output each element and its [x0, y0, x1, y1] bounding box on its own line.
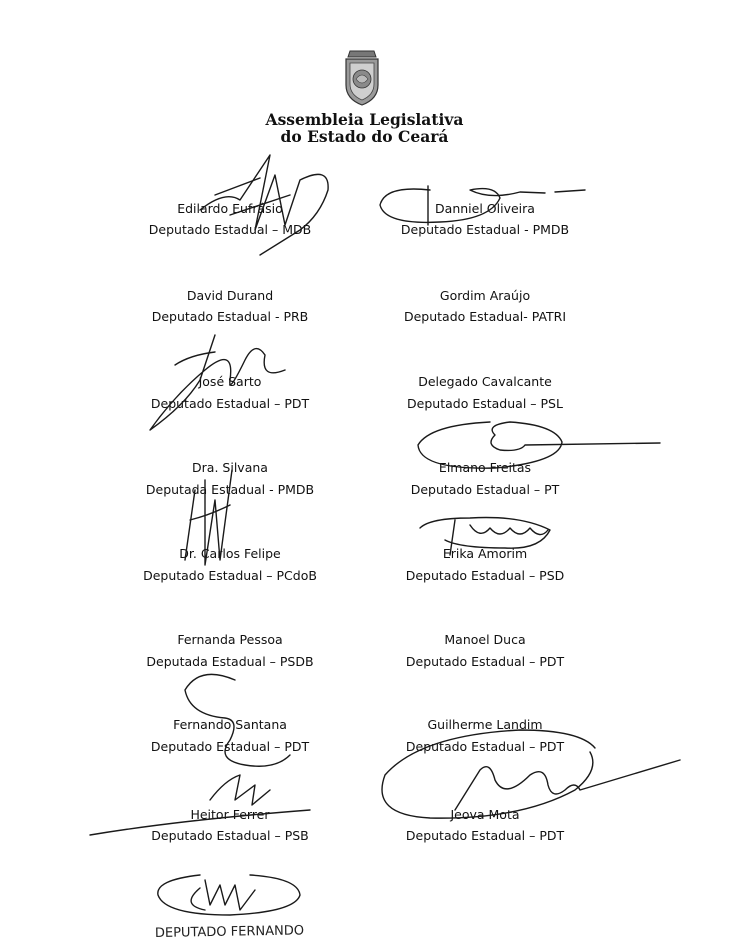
signatory-role: Deputada Estadual - PMDB: [145, 482, 315, 497]
institution-title: Assembleia Legislativa: [265, 110, 464, 129]
signatory-name: Fernanda Pessoa: [177, 632, 283, 647]
signatory-role: Deputado Estadual - PRB: [151, 309, 309, 324]
signatory-role: Deputada Estadual – PSDB: [146, 654, 314, 669]
signatory-role: Deputado Estadual – PDT: [150, 396, 310, 411]
signatory-name: Guilherme Landim: [427, 717, 543, 732]
signatory-role: Deputado Estadual – PT: [410, 482, 560, 497]
signatory-name: Erika Amorim: [442, 546, 528, 561]
signatory-role: Deputado Estadual – PSD: [405, 568, 565, 583]
signatory-name: Elmano Freitas: [438, 460, 532, 475]
signatory-name: David Durand: [186, 288, 274, 303]
signatory-name: Fernando Santana: [173, 717, 287, 732]
signatory-name: Dr. Carlos Felipe: [179, 546, 281, 561]
signature-deputado-fernando: [158, 875, 300, 915]
signatory-name: Manoel Duca: [444, 632, 526, 647]
signatory-role: Deputado Estadual – PSB: [151, 828, 309, 843]
signatory-role: Deputado Estadual – MDB: [148, 222, 312, 237]
signature-heitor: [90, 775, 310, 835]
signatory-role: Deputado Estadual – PCdoB: [143, 568, 317, 583]
signatory-name: Heitor Ferrer: [190, 807, 270, 822]
institution-subtitle: do Estado do Ceará: [280, 127, 449, 146]
assembly-seal-emblem: [342, 47, 382, 107]
signatory-role: Deputado Estadual- PATRI: [403, 309, 567, 324]
signatory-name: Edilardo Eufrásio: [177, 201, 283, 216]
signatory-name: Dra. Silvana: [192, 460, 268, 475]
signatory-name: Gordim Araújo: [439, 288, 531, 303]
signatory-role: Deputado Estadual – PSL: [407, 396, 563, 411]
handwritten-note: DEPUTADO FERNANDO: [154, 923, 305, 941]
signatory-role: Deputado Estadual – PDT: [405, 739, 565, 754]
signatory-role: Deputado Estadual – PDT: [405, 828, 565, 843]
signatory-name: Delegado Cavalcante: [418, 374, 552, 389]
signatory-name: Jeova Mota: [450, 807, 520, 822]
signatory-role: Deputado Estadual – PDT: [405, 654, 565, 669]
signatory-name: José Sarto: [198, 374, 262, 389]
signatory-role: Deputado Estadual - PMDB: [400, 222, 570, 237]
signatory-name: Danniel Oliveira: [435, 201, 535, 216]
signatory-role: Deputado Estadual – PDT: [150, 739, 310, 754]
